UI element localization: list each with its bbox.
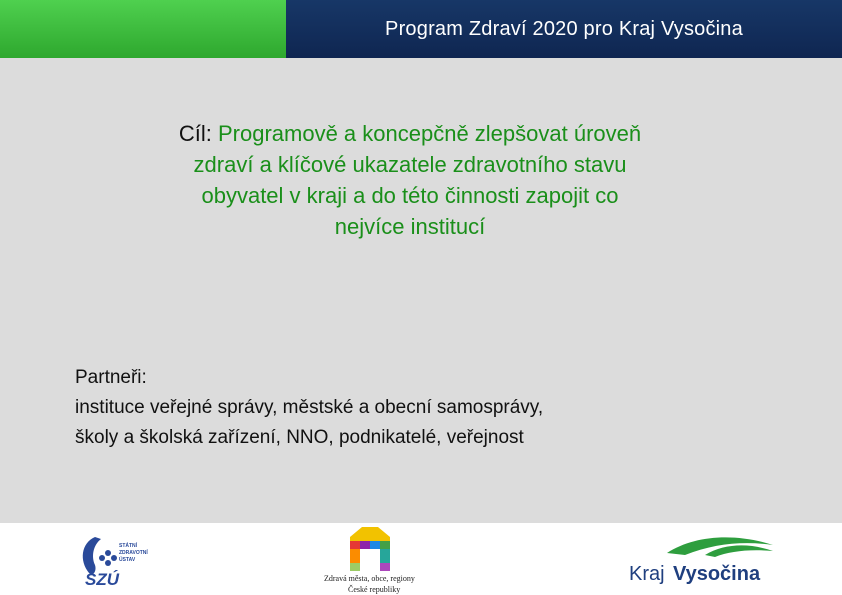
- partners-text: [75, 363, 815, 453]
- slide-title: Program Zdraví 2020 pro Kraj Vysočina: [385, 17, 743, 40]
- szu-small-line-3: ÚSTAV: [119, 557, 136, 563]
- zm-line-2: České republiky: [348, 585, 401, 594]
- kv-text-kraj: Kraj: [629, 563, 665, 585]
- header-blue-block: [286, 0, 842, 58]
- partners-line-2: školy a školská zařízení, NNO, podnikatelé, veřejnost: [75, 427, 524, 448]
- header-green-block: [0, 0, 286, 58]
- szu-logo: [75, 531, 165, 591]
- goal-line-2: zdraví a klíčové ukazatele zdravotního stavu: [193, 152, 627, 177]
- zdrava-mesta-logo: [318, 525, 448, 595]
- kv-text-vysocina: Vysočina: [673, 563, 761, 585]
- goal-line-1: Programově a koncepčně zlepšovat úroveň: [217, 121, 642, 146]
- szu-small-line-1: STÁTNÍ: [119, 543, 138, 549]
- szu-big-text: SZÚ: [85, 570, 119, 589]
- slide-content: [0, 58, 842, 523]
- goal-label: Cíl:: [178, 121, 212, 146]
- logo-footer: [0, 523, 842, 595]
- goal-line-3: obyvatel v kraji a do této činnosti zapojit co: [201, 183, 619, 208]
- partners-label: Partneři:: [75, 367, 147, 388]
- szu-small-line-2: ZDRAVOTNÍ: [119, 550, 148, 556]
- goal-text: [60, 118, 760, 242]
- kraj-vysocina-logo: [625, 535, 775, 585]
- partners-line-1: instituce veřejné správy, městské a obecní samosprávy,: [75, 397, 544, 418]
- zm-line-1: Zdravá města, obce, regiony: [324, 574, 415, 583]
- goal-line-4: nejvíce institucí: [334, 214, 486, 239]
- slide-header: [0, 0, 842, 58]
